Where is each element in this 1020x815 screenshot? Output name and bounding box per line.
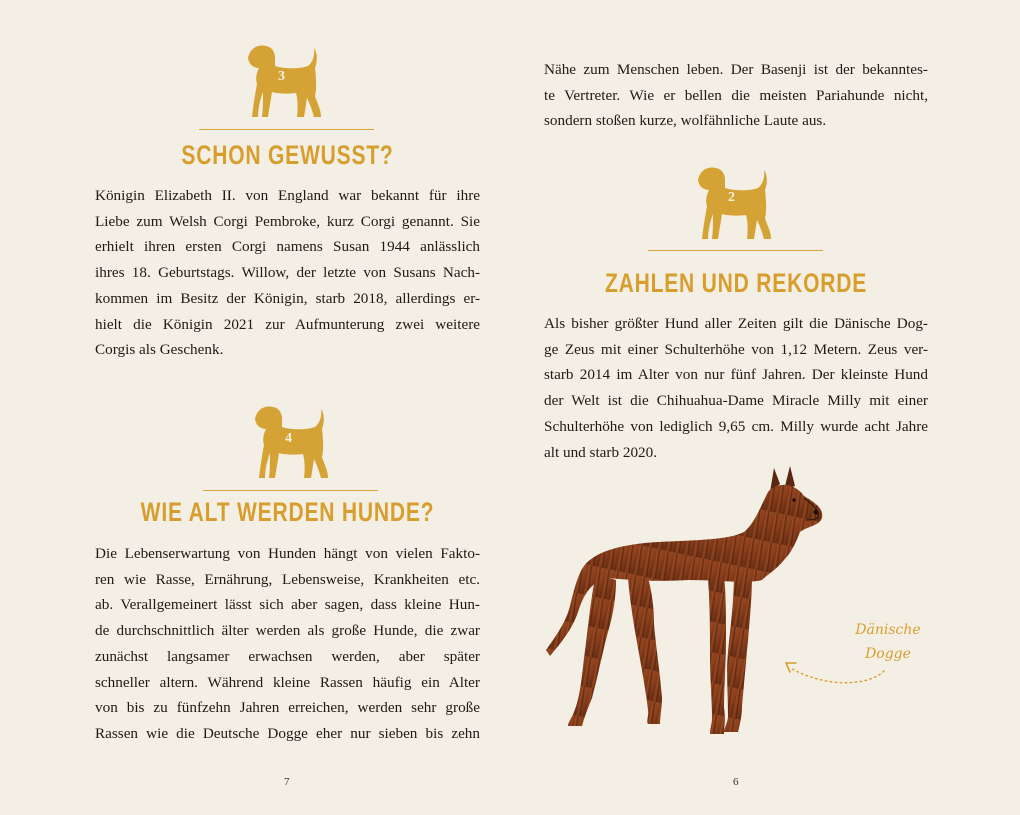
- section-body: [95, 541, 480, 747]
- text-line: ab. Verallgemeinert lässt sich aber sagen, dass kleine Hun-: [95, 596, 480, 614]
- page-number: 7: [284, 776, 290, 788]
- section-body: [544, 311, 928, 465]
- divider: [648, 250, 823, 251]
- text-line: hielt die Königin 2021 zur Aufmunterung zwei weitere: [95, 315, 480, 333]
- text-line: alt und starb 2020.: [544, 443, 658, 461]
- text-line: Corgis als Geschenk.: [95, 341, 224, 359]
- text-line: Die Lebenserwartung von Hunden hängt von vielen Fakto-: [95, 545, 480, 562]
- divider: [203, 490, 378, 491]
- text-line: Schulterhöhe von lediglich 9,65 cm. Milly wurde acht Jahre: [544, 417, 928, 435]
- badge-number: 3: [278, 69, 285, 84]
- text-line: der Welt ist die Chihuahua-Dame Miracle Milly mit einer: [544, 392, 928, 410]
- text-line: ge Zeus mit einer Schulterhöhe von 1,12 Metern. Zeus ver-: [544, 340, 928, 358]
- continued-text: [544, 57, 928, 134]
- text-line: schneller altern. Während kleine Rassen häufig ein Alter: [95, 673, 480, 691]
- section-heading: WIE ALT WERDEN HUNDE?: [140, 497, 435, 527]
- text-line: erhielt ihren ersten Corgi namens Susan 1944 anlässlich: [95, 238, 480, 256]
- great-dane-illustration: [538, 462, 838, 752]
- caption-line: Dänische: [855, 622, 921, 638]
- badge-number: 4: [285, 431, 292, 446]
- page-number: 6: [733, 776, 739, 788]
- caption-line: Dogge: [865, 646, 911, 662]
- text-line: von bis zu fünfzehn Jahren erreichen, werden sehr große: [95, 699, 480, 717]
- section-heading: ZAHLEN UND REKORDE: [604, 268, 868, 298]
- dog-number-badge-2: [694, 162, 774, 242]
- text-line: Nähe zum Menschen leben. Der Basenji ist der bekanntes-: [544, 61, 928, 78]
- text-line: starb 2014 im Alter von nur fünf Jahren. Der kleinste Hund: [544, 366, 928, 384]
- text-line: sondern stoßen kurze, wolfähnliche Laute aus.: [544, 112, 827, 130]
- text-line: Als bisher größter Hund aller Zeiten gilt die Dänische Dog-: [544, 315, 928, 332]
- illustration-caption: [850, 618, 926, 666]
- divider: [199, 129, 374, 130]
- text-line: zunächst langsamer erwachsen werden, aber später: [95, 647, 480, 665]
- section-body: [95, 183, 480, 363]
- text-line: Rassen wie die Deutsche Dogge eher nur sieben bis zehn: [95, 724, 480, 742]
- text-line: de durchschnittlich älter werden als große Hunde, die zwar: [95, 622, 480, 640]
- text-line: kommen im Besitz der Königin, starb 2018, allerdings er-: [95, 289, 480, 307]
- text-line: Königin Elizabeth II. von England war bekannt für ihre: [95, 187, 480, 204]
- text-line: te Vertreter. Wie er bellen die meisten Pariahunde nicht,: [544, 86, 928, 104]
- text-line: ren wie Rasse, Ernährung, Lebensweise, Krankheiten etc.: [95, 570, 480, 588]
- dog-number-badge-3: [244, 40, 324, 120]
- badge-number: 2: [728, 190, 735, 205]
- dog-number-badge-4: [251, 401, 331, 481]
- text-line: ihres 18. Geburtstags. Willow, der letzte von Susans Nach-: [95, 264, 480, 282]
- text-line: Liebe zum Welsh Corgi Pembroke, kurz Corgi genannt. Sie: [95, 212, 480, 230]
- right-page: [510, 0, 1020, 815]
- section-heading: SCHON GEWUSST?: [181, 140, 394, 170]
